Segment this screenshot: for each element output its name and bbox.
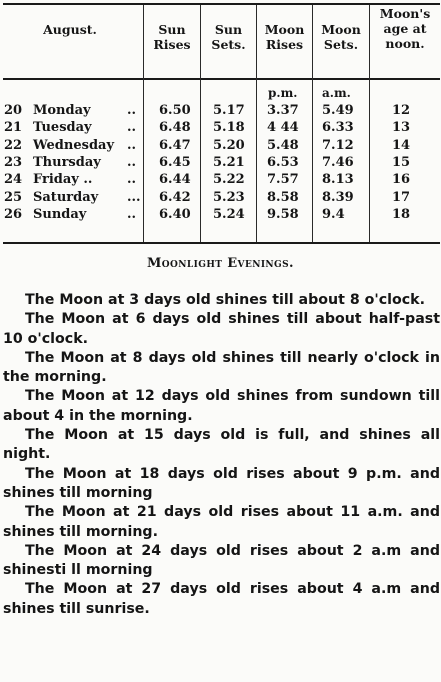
row-date: 26 bbox=[4, 206, 23, 222]
row-moon-age: 13 bbox=[392, 120, 411, 136]
paragraph: The Moon at 3 days old shines till about 8 o'clock. bbox=[25, 292, 426, 308]
row-sun-sets: 5.20 bbox=[213, 137, 245, 153]
row-moon-rises: 3.37 bbox=[267, 103, 299, 118]
row-moon-sets: 5.49 bbox=[322, 103, 354, 118]
row-dots: .. bbox=[127, 103, 137, 118]
row-moon-age: 18 bbox=[392, 206, 411, 222]
row-dots: .. bbox=[127, 120, 137, 136]
row-moon-age: 14 bbox=[392, 137, 411, 153]
row-dots: .. bbox=[127, 172, 137, 188]
paragraph: The Moon at 18 days old rises about 9 p.m. and shines till morning bbox=[3, 465, 440, 501]
table-row bbox=[0, 172, 441, 189]
row-dots: .. bbox=[127, 206, 137, 222]
table-top-rule bbox=[3, 3, 440, 5]
section-heading: Moonlight Evenings. bbox=[147, 256, 294, 271]
moon-sets-header: Moon Sets. bbox=[321, 22, 361, 52]
row-moon-rises: 9.58 bbox=[267, 206, 299, 222]
row-sun-sets: 5.24 bbox=[213, 206, 245, 222]
row-sun-sets: 5.22 bbox=[213, 172, 245, 188]
row-sun-sets: 5.17 bbox=[213, 103, 245, 118]
row-moon-rises: 5.48 bbox=[267, 137, 299, 153]
table-row bbox=[0, 138, 441, 155]
row-moon-rises: 7.57 bbox=[267, 172, 299, 188]
row-sun-sets: 5.21 bbox=[213, 154, 245, 170]
moon-rises-unit: p.m. bbox=[268, 86, 298, 100]
row-sun-rises: 6.48 bbox=[159, 120, 191, 136]
row-day: Thursday bbox=[33, 154, 101, 170]
row-moon-age: 16 bbox=[392, 172, 411, 188]
row-moon-sets: 9.4 bbox=[322, 206, 345, 222]
paragraph: The Moon at 21 days old rises about 11 a.m. and shines till morning. bbox=[3, 504, 440, 540]
moon-sets-unit: a.m. bbox=[322, 86, 351, 100]
row-moon-rises: 8.58 bbox=[267, 189, 299, 205]
paragraph: The Moon at 6 days old shines till about half-past 10 o'clock. bbox=[3, 311, 440, 347]
row-sun-rises: 6.42 bbox=[159, 189, 191, 205]
row-sun-rises: 6.50 bbox=[159, 103, 191, 118]
paragraph: The Moon at 27 days old rises about 4 a.m and shines till sunrise. bbox=[3, 581, 440, 617]
table-bottom-rule bbox=[3, 242, 440, 244]
row-dots: .. bbox=[127, 137, 137, 153]
row-sun-rises: 6.40 bbox=[159, 206, 191, 222]
row-sun-sets: 5.23 bbox=[213, 189, 245, 205]
row-day: Monday bbox=[33, 103, 91, 118]
table-header-rule bbox=[3, 78, 440, 80]
row-dots: .. bbox=[127, 154, 137, 170]
row-date: 20 bbox=[4, 103, 23, 118]
row-date: 25 bbox=[4, 189, 23, 205]
row-dots: ... bbox=[127, 189, 141, 205]
row-day: Tuesday bbox=[33, 120, 92, 136]
row-moon-sets: 6.33 bbox=[322, 120, 354, 136]
paragraph: The Moon at 24 days old rises about 2 a.m and shinesti ll morning bbox=[3, 542, 440, 579]
row-day: Friday .. bbox=[33, 172, 93, 188]
row-sun-sets: 5.18 bbox=[213, 120, 245, 136]
row-sun-rises: 6.45 bbox=[159, 154, 191, 170]
table-row bbox=[0, 155, 441, 172]
row-moon-sets: 7.12 bbox=[322, 137, 354, 153]
table-row bbox=[0, 120, 441, 137]
row-moon-rises: 6.53 bbox=[267, 154, 299, 170]
moon-rises-header: Moon Rises bbox=[264, 22, 305, 52]
paragraph: The Moon at 12 days old shines from sundown till about 4 in the morning. bbox=[3, 388, 440, 424]
row-day: Saturday bbox=[33, 189, 99, 205]
sun-rises-header: Sun Rises bbox=[153, 22, 191, 52]
row-moon-sets: 8.39 bbox=[322, 189, 354, 205]
row-moon-sets: 7.46 bbox=[322, 154, 354, 170]
row-moon-age: 17 bbox=[392, 189, 411, 205]
row-sun-rises: 6.44 bbox=[159, 172, 191, 188]
table-row bbox=[0, 103, 441, 120]
article-body bbox=[3, 291, 440, 619]
row-moon-rises: 4 44 bbox=[267, 120, 299, 136]
sun-sets-header: Sun Sets. bbox=[211, 22, 246, 52]
row-day: Wednesday bbox=[33, 137, 115, 153]
table-row bbox=[0, 207, 441, 224]
table-row bbox=[0, 190, 441, 207]
month-header: August. bbox=[43, 22, 97, 37]
paragraph: The Moon at 8 days old shines till nearly o'clock in the morning. bbox=[3, 349, 440, 386]
paragraph: The Moon at 15 days old is full, and shines all night. bbox=[3, 427, 440, 463]
row-moon-age: 12 bbox=[392, 103, 411, 118]
moons-age-header: Moon's age at noon. bbox=[379, 6, 431, 51]
row-date: 24 bbox=[4, 172, 23, 188]
row-moon-age: 15 bbox=[392, 154, 411, 170]
row-day: Sunday bbox=[33, 206, 87, 222]
row-sun-rises: 6.47 bbox=[159, 137, 191, 153]
row-date: 22 bbox=[4, 137, 23, 153]
row-date: 21 bbox=[4, 120, 23, 136]
row-date: 23 bbox=[4, 154, 23, 170]
row-moon-sets: 8.13 bbox=[322, 172, 354, 188]
